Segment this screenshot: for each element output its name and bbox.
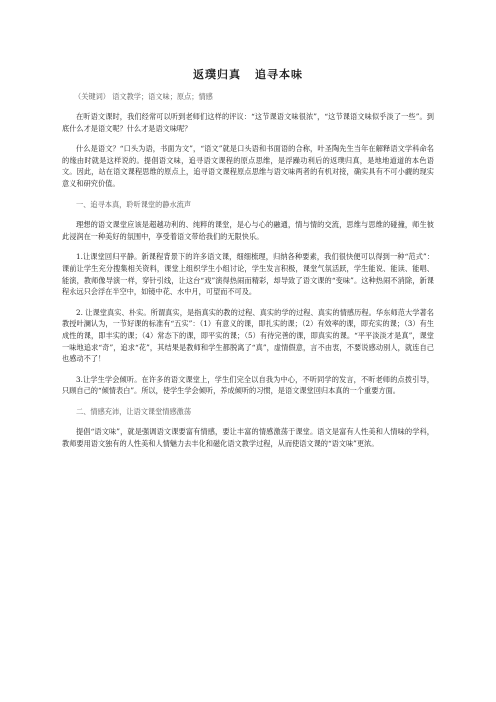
point-1-paragraph: 1.让课堂回归平静。新课程背景下的许多语文课，细细梳理，归纳各种要素，我们很快便可以得到一种“范式”：课前让学生充分搜集相关资料，课堂上组织学生小组讨论，学生发言积极，课堂气氛活跃，学生能说、能读、能唱、能演，教师像导演一样，穿针引线，让这台“戏”演得热闹而精彩，却导致了语文课的“变味”。这种热闹不消除，新课程永远只会浮在半空中，如镜中花、水中月，可望而不可及。 [62,252,434,297]
section-heading-2: 二、情感充沛，让语文课堂情感激荡 [76,406,192,416]
emotion-paragraph: 提倡“语文味”，就是强调语文课要富有情感，要让丰富的情感激荡于课堂。语文是富有人性美和人情味的学科，教师要用语文独有的人性美和人情魅力去丰化和磁化语文教学过程，从而使语文课的“语文味”更浓。 [62,427,434,449]
title-part-1: 返璞归真 [193,68,241,81]
intro-paragraph: 在听语文课时，我们经常可以听到老师们这样的评议：“这节课语文味很浓”，“这节课语文味似乎淡了一些”。到底什么才是语文呢？什么才是语文味呢？ [62,112,434,133]
keywords-line: （关键词） 语文教学；语文味；原点；情感 [74,92,213,101]
definition-paragraph: 什么是语文？“口头为语，书面为文”，“语文”就是口头语和书面语的合称，叶圣陶先生当年在解释语文学科命名的缘由时就是这样说的。提倡语文味，追寻语文课程的原点思维，是浮躁功利后的返璞归真，是地地道道的本色语文。因此，站在语文课程思维的原点上，追寻语文课程原点思维与语文味两者的有机对接，确实具有不可小觑的现实意义和研究价值。 [62,144,434,188]
article-title [62,66,434,82]
section-heading-1: 一、追寻本真，聆听课堂的静水流声 [76,199,192,209]
point-2-paragraph: 2. 让课堂真实、朴实。所谓真实，是指真实的教的过程、真实的学的过程、真实的情感历程。华东师范大学著名教授叶澜认为，一节好课的标准有“五实”：（1）有意义的课，即扎实的课；（2）有效率的课，即充实的课；（3）有生成性的课，即丰实的课；（4）常态下的课，即平实的课；（5）有待完善的课，即真实的课。“平平淡淡才是真”，课堂一味地追求“奇”，追求“花”，其结果是教师和学生都脱离了“真”，虚情假意，言不由衷，不要说感动别人，就连自己也感动不了！ [62,307,434,364]
ideal-classroom-paragraph: 理想的语文课堂应该是超越功利的、纯粹的课堂，是心与心的融通，情与情的交流，思维与思维的碰撞，师生彼此浸润在一种美好的氛围中，享受着语文带给我们的无限快乐。 [62,220,434,241]
point-3-paragraph: 3.让学生学会倾听。在许多的语文课堂上，学生们完全以自我为中心，不听同学的发言，不听老师的点拨引导，只顾自己的“倾情表白”。所以，使学生学会倾听，养成倾听的习惯，是语文课堂回归本真的一个重要方面。 [62,374,434,396]
title-part-2: 追寻本味 [255,68,303,81]
